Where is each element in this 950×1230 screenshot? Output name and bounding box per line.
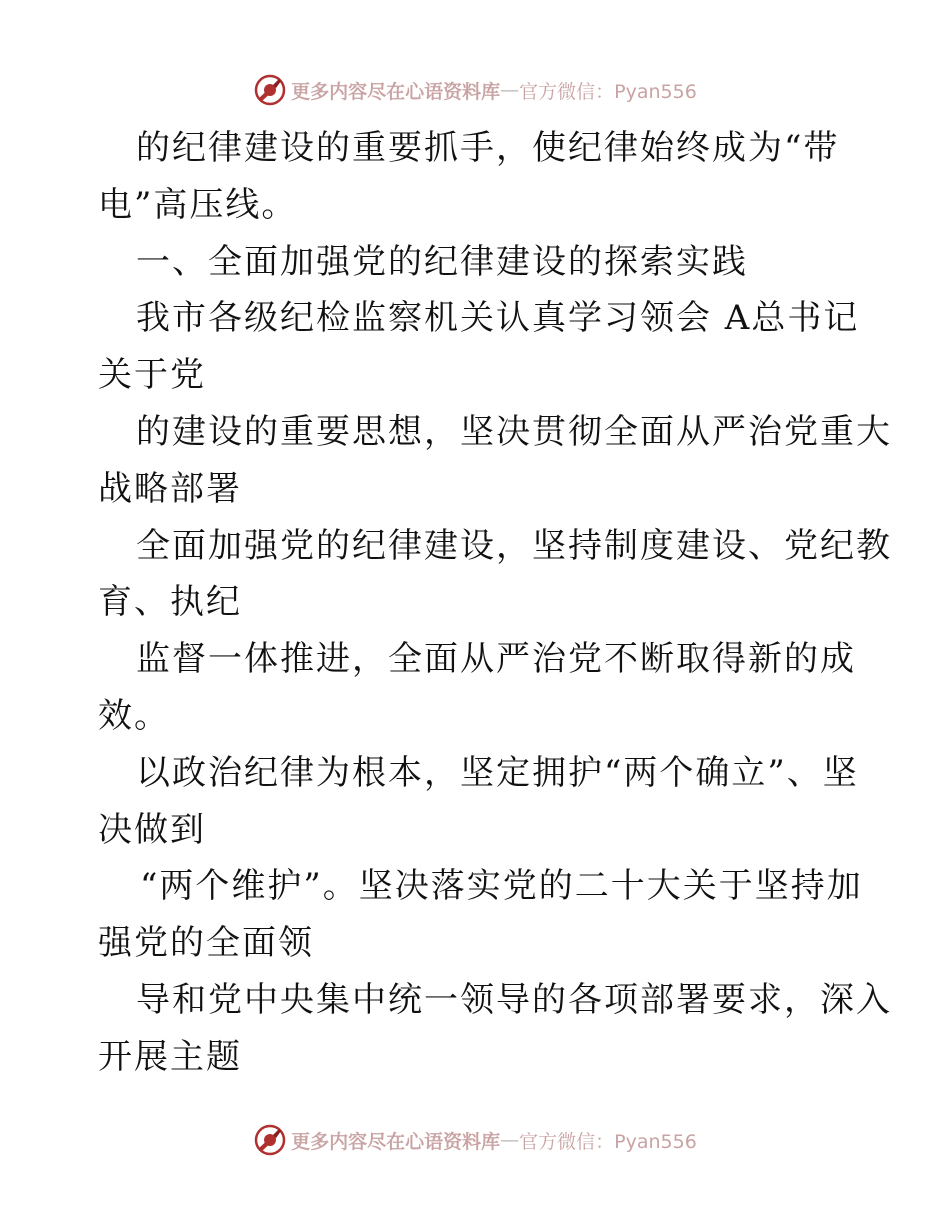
text-line: 电”高压线。: [98, 184, 298, 225]
footer-banner: [0, 1120, 950, 1160]
section-heading: 一、全面加强党的纪律建设的探索实践: [136, 241, 748, 282]
text-line: 监督一体推进，全面从严治党不断取得新的成: [136, 639, 856, 680]
banner-dash: —: [500, 79, 520, 101]
wechat-text: 官方微信：Pyan556: [519, 1130, 697, 1153]
text-line: 的建设的重要思想，坚决贯彻全面从严治党重大: [136, 411, 892, 452]
text-line: 关于党: [98, 355, 206, 396]
wechat-text: 官方微信：Pyan556: [519, 80, 697, 103]
text-line: 的纪律建设的重要抓手，使纪律始终成为“带: [136, 128, 840, 168]
banner-dash: —: [500, 1129, 520, 1151]
brand-logo-icon: [253, 1123, 287, 1157]
text-line: 我市各级纪检监察机关认真学习领会 A总书记: [136, 298, 860, 339]
text-line: 导和党中央集中统一领导的各项部署要求，深入: [136, 979, 892, 1020]
header-banner: [0, 70, 950, 110]
promo-text: 更多内容尽在心语资料库: [291, 80, 501, 103]
text-line: “两个维护”。坚决落实党的二十大关于坚持加: [140, 866, 863, 907]
text-line: 战略部署: [98, 468, 242, 509]
text-line: 育、执纪: [98, 582, 242, 623]
document-body: [98, 120, 892, 1086]
promo-text: 更多内容尽在心语资料库: [291, 1130, 501, 1153]
brand-logo-icon: [253, 73, 287, 107]
text-line: 开展主题: [98, 1036, 242, 1077]
text-line: 效。: [98, 695, 170, 736]
text-line: 强党的全面领: [98, 923, 314, 964]
text-line: 决做到: [98, 809, 206, 850]
text-line: 以政治纪律为根本，坚定拥护“两个确立”、坚: [136, 752, 859, 793]
text-line: 全面加强党的纪律建设，坚持制度建设、党纪教: [136, 525, 892, 566]
